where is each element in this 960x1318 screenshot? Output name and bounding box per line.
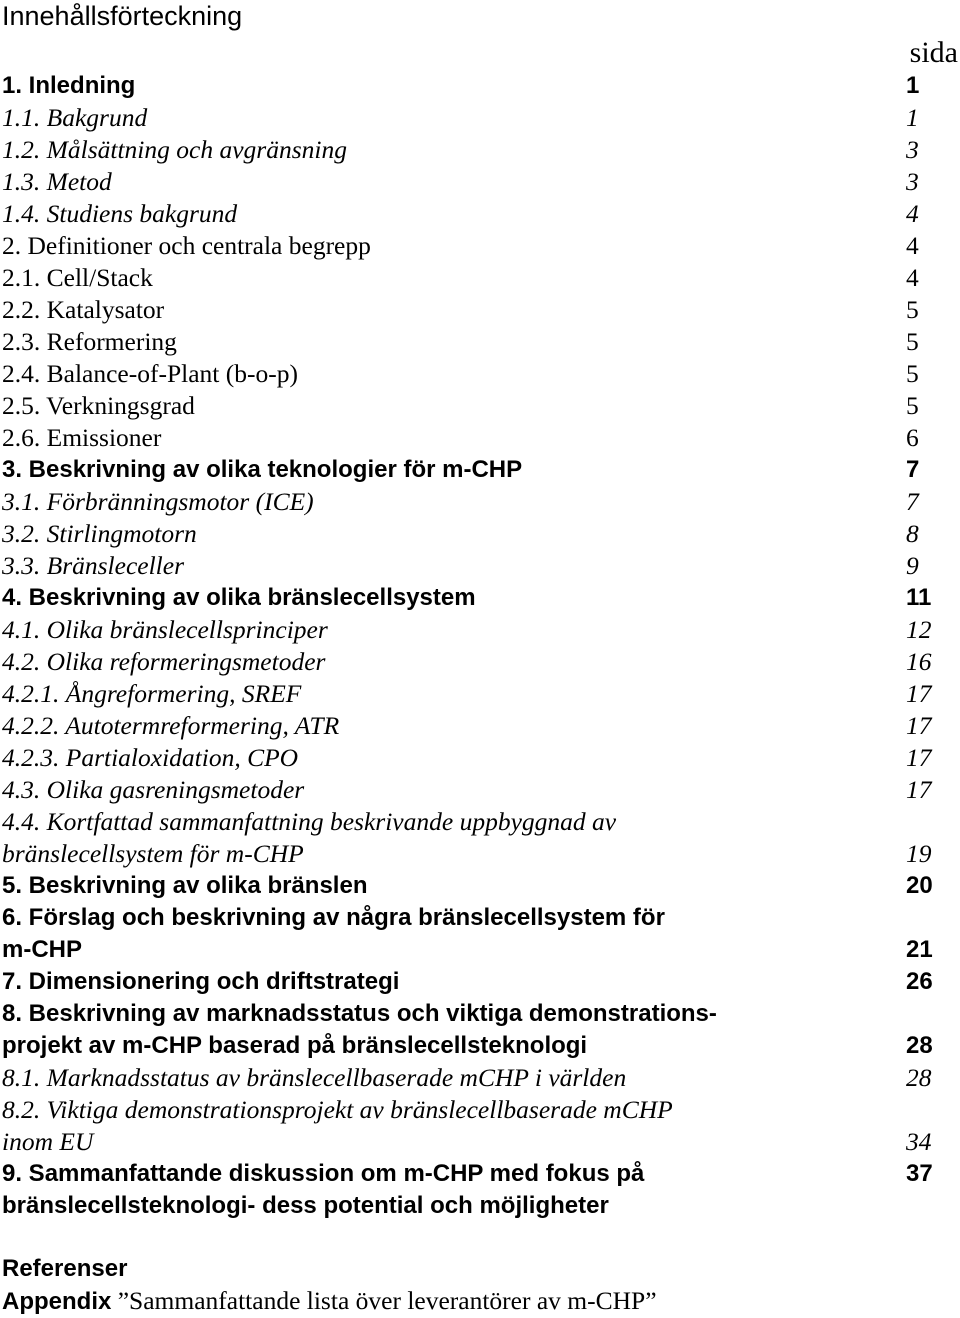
toc-entry-page-number: 3 bbox=[906, 135, 919, 164]
toc-entry-page-number: 9 bbox=[906, 551, 919, 580]
toc-entry-title: 1.1. Bakgrund bbox=[2, 103, 148, 132]
toc-entry-page-number: 4 bbox=[906, 231, 919, 260]
toc-entry bbox=[2, 102, 960, 134]
toc-entry bbox=[2, 966, 960, 998]
toc-entry-title: 2.4. Balance-of-Plant (b-o-p) bbox=[2, 359, 298, 388]
toc-entry-title: 9. Sammanfattande diskussion om m-CHP med fokus på bbox=[2, 1160, 645, 1187]
toc-entry bbox=[2, 358, 960, 390]
toc-entry-page-number: 1 bbox=[906, 72, 920, 99]
toc-entry-page-number: 6 bbox=[906, 423, 919, 452]
toc-entry-title: bränslecellsystem för m-CHP bbox=[2, 839, 304, 868]
toc-entry bbox=[2, 550, 960, 582]
toc-entry-title: 4. Beskrivning av olika bränslecellsystem bbox=[2, 584, 476, 611]
toc-entry-title: inom EU bbox=[2, 1127, 94, 1156]
toc-entry-page-number: 3 bbox=[906, 167, 919, 196]
toc-entry-page-number: 28 bbox=[906, 1032, 933, 1059]
toc-entry bbox=[2, 262, 960, 294]
toc-entry-title: 1. Inledning bbox=[2, 72, 136, 99]
toc-entry bbox=[2, 614, 960, 646]
toc-entry-page-number: 28 bbox=[906, 1063, 932, 1092]
toc-entry-title: m-CHP bbox=[2, 936, 83, 963]
page-column-label: sida bbox=[909, 36, 958, 69]
toc-entry-page-number: 20 bbox=[906, 872, 933, 899]
toc-entry bbox=[2, 1158, 960, 1190]
toc-entry bbox=[2, 326, 960, 358]
toc-entry-page-number: 17 bbox=[906, 743, 932, 772]
toc-entry bbox=[2, 710, 960, 742]
toc-entry-page-number: 19 bbox=[906, 839, 932, 868]
toc-entry-title: 2.5. Verkningsgrad bbox=[2, 391, 195, 420]
toc-entry-page-number: 12 bbox=[906, 615, 932, 644]
toc-entry-page-number: 11 bbox=[906, 584, 932, 611]
toc-entry bbox=[2, 838, 960, 870]
toc-entry-title: 7. Dimensionering och driftstrategi bbox=[2, 968, 400, 995]
toc-entry-title: 4.2.2. Autotermreformering, ATR bbox=[2, 711, 340, 740]
toc-entry-page-number: 5 bbox=[906, 391, 919, 420]
toc-entry-title: bränslecellsteknologi- dess potential och möjligheter bbox=[2, 1192, 609, 1219]
toc-entry bbox=[2, 1094, 960, 1126]
toc-entry-title: 3.2. Stirlingmotorn bbox=[2, 519, 197, 548]
toc-entry-page-number: 16 bbox=[906, 647, 932, 676]
toc-entry-title: 5. Beskrivning av olika bränslen bbox=[2, 872, 368, 899]
toc-entry bbox=[2, 70, 960, 102]
toc-entry-page-number: 21 bbox=[906, 936, 933, 963]
toc-entry bbox=[2, 1030, 960, 1062]
toc-entry bbox=[2, 1062, 960, 1094]
toc-entry-title: 1.3. Metod bbox=[2, 167, 112, 196]
toc-entry-page-number: 1 bbox=[906, 103, 919, 132]
toc-entry-page-number: 26 bbox=[906, 968, 933, 995]
toc-entry bbox=[2, 1126, 960, 1158]
toc-entry-title: 4.3. Olika gasreningsmetoder bbox=[2, 775, 305, 804]
toc-entry-title: 6. Förslag och beskrivning av några bränslecellsystem för bbox=[2, 904, 665, 931]
toc-entry-page-number: 4 bbox=[906, 199, 919, 228]
toc-entry-title: 8. Beskrivning av marknadsstatus och viktiga demonstrations- bbox=[2, 1000, 717, 1027]
toc-entry bbox=[2, 390, 960, 422]
toc-entry-title: 2. Definitioner och centrala begrepp bbox=[2, 231, 371, 260]
toc-entry bbox=[2, 486, 960, 518]
toc-entry-title: 3.3. Bränsleceller bbox=[2, 551, 184, 580]
toc-entry-page-number: 17 bbox=[906, 711, 932, 740]
appendix-line bbox=[2, 1285, 657, 1318]
toc-entry-page-number: 34 bbox=[906, 1127, 932, 1156]
page-title: Innehållsförteckning bbox=[2, 1, 243, 31]
appendix-label: Appendix bbox=[2, 1288, 112, 1315]
toc-entry bbox=[2, 166, 960, 198]
toc-entry bbox=[2, 902, 960, 934]
toc-entry-title: 4.2.1. Ångreformering, SREF bbox=[2, 679, 302, 708]
toc-entry-title: 2.6. Emissioner bbox=[2, 423, 162, 452]
toc-entry bbox=[2, 1190, 960, 1222]
toc-entry-title: 2.1. Cell/Stack bbox=[2, 263, 153, 292]
toc-entry bbox=[2, 134, 960, 166]
toc-entry-page-number: 5 bbox=[906, 295, 919, 324]
toc-entry-page-number: 7 bbox=[906, 487, 919, 516]
toc-entry bbox=[2, 422, 960, 454]
toc-entry-title: 8.1. Marknadsstatus av bränslecellbaserade mCHP i världen bbox=[2, 1063, 627, 1092]
toc-entry-title: 4.2.3. Partialoxidation, CPO bbox=[2, 743, 299, 772]
toc-entry-title: projekt av m-CHP baserad på bränslecellsteknologi bbox=[2, 1032, 588, 1059]
toc-entry-title: 4.2. Olika reformeringsmetoder bbox=[2, 647, 326, 676]
toc-entry-title: 8.2. Viktiga demonstrationsprojekt av bränslecellbaserade mCHP bbox=[2, 1095, 673, 1124]
toc-entry bbox=[2, 934, 960, 966]
toc-entry bbox=[2, 774, 960, 806]
toc-entry bbox=[2, 582, 960, 614]
toc-entry bbox=[2, 454, 960, 486]
toc-entry bbox=[2, 294, 960, 326]
toc-entry-title: 4.4. Kortfattad sammanfattning beskrivande uppbyggnad av bbox=[2, 807, 617, 836]
toc-entry-title: 1.4. Studiens bakgrund bbox=[2, 199, 238, 228]
toc-entry-page-number: 37 bbox=[906, 1160, 933, 1187]
toc-entry-title: 2.2. Katalysator bbox=[2, 295, 165, 324]
toc-entry-title: 3. Beskrivning av olika teknologier för m-CHP bbox=[2, 456, 523, 483]
toc-entry bbox=[2, 998, 960, 1030]
toc-entry-page-number: 8 bbox=[906, 519, 919, 548]
toc-entry-page-number: 17 bbox=[906, 679, 932, 708]
toc-entry-page-number: 5 bbox=[906, 327, 919, 356]
toc-entry-title: 2.3. Reformering bbox=[2, 327, 177, 356]
toc-entry bbox=[2, 742, 960, 774]
toc-entry-page-number: 7 bbox=[906, 456, 920, 483]
toc-entry-title: 1.2. Målsättning och avgränsning bbox=[2, 135, 347, 164]
toc-entry-page-number: 5 bbox=[906, 359, 919, 388]
toc-entry-title: 4.1. Olika bränslecellsprinciper bbox=[2, 615, 328, 644]
toc-entry bbox=[2, 646, 960, 678]
references-heading: Referenser bbox=[2, 1255, 128, 1282]
toc-entry bbox=[2, 198, 960, 230]
toc-entry bbox=[2, 518, 960, 550]
appendix-description: ”Sammanfattande lista över leverantörer av m-CHP” bbox=[117, 1286, 657, 1315]
toc-entry-page-number: 4 bbox=[906, 263, 919, 292]
toc-entry bbox=[2, 870, 960, 902]
toc-entry bbox=[2, 230, 960, 262]
toc-entry-title: 3.1. Förbränningsmotor (ICE) bbox=[2, 487, 314, 516]
toc-entry bbox=[2, 806, 960, 838]
toc-entry bbox=[2, 678, 960, 710]
toc-entry-page-number: 17 bbox=[906, 775, 932, 804]
